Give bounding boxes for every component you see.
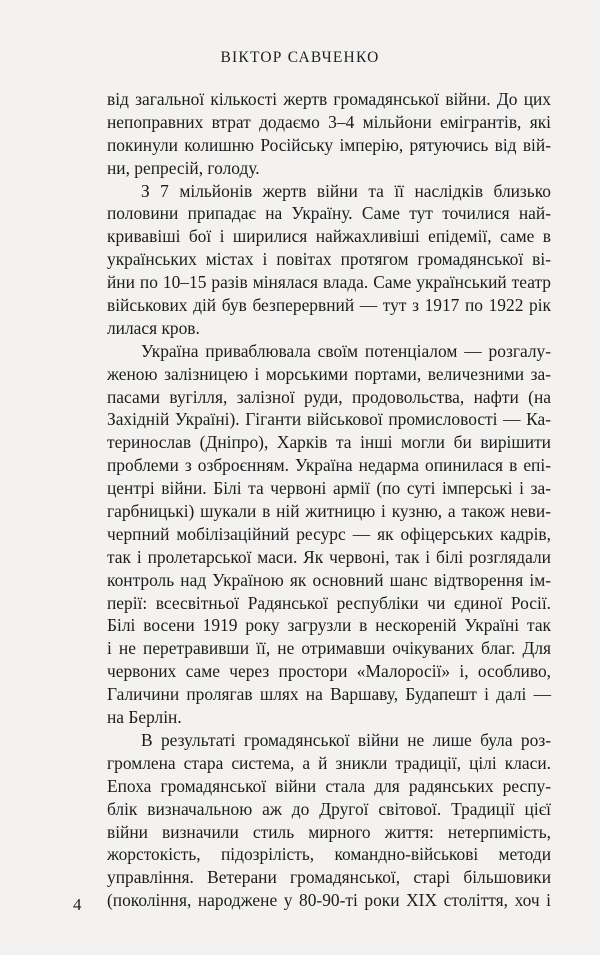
text-line: гарбницькі) шукали в ній житницю і кузню, а також неви-: [107, 501, 551, 522]
text-line: Україна приваблювала своїм потенціалом — розгалу-: [141, 340, 551, 361]
text-line: Білі восени 1919 року загрузли в нескореній Україні так: [107, 615, 551, 636]
text-line: йни по 10–15 разів мінялася влада. Саме український театр: [107, 272, 551, 293]
text-line: пасами вугілля, залізної руди, продовольства, нафти (на: [107, 386, 551, 407]
text-line: В результаті громадянської війни не лише була роз-: [141, 729, 551, 750]
text-line: ни, репресій, голоду.: [107, 157, 260, 178]
text-line: центрі війни. Білі та червоні армії (по суті імперські і за-: [107, 478, 551, 499]
page-number: 4: [73, 895, 82, 914]
text-line: контроль над Україною як основний шанс відтворення ім-: [107, 569, 551, 590]
text-line: перії: всесвітньої Радянської республіки чи єдиної Росії.: [107, 592, 551, 613]
text-line: половини припадає на Україну. Саме тут точилися най-: [107, 203, 551, 224]
text-line: черпний мобілізаційний ресурс — як офіцерських кадрів,: [107, 523, 551, 544]
text-line: лилася кров.: [107, 317, 200, 338]
text-line: кривавіші бої і ширилися найжахливіші епідемії, саме в: [107, 226, 551, 247]
text-line: так і пролетарської маси. Як червоні, так і білі розглядали: [107, 546, 551, 567]
text-line: покинули колишню Російську імперію, рятуючись від вій-: [107, 134, 551, 155]
text-line: женою залізницею і морськими портами, величезними за-: [107, 363, 551, 384]
text-line: непоправних втрат додаємо 3–4 мільйони емігрантів, які: [107, 111, 551, 132]
text-line: від загальної кількості жертв громадянської війни. До цих: [107, 89, 551, 109]
text-line: (покоління, народжене у 80-90-ті роки XIX століття, хоч і: [107, 890, 551, 911]
text-line: Епоха громадянської війни стала для радянських респу-: [107, 775, 551, 796]
text-line: управління. Ветерани громадянської, старі більшовики: [107, 867, 551, 888]
body-text: [73, 88, 551, 912]
text-line: жорстокість, підозрілість, командно-військові методи: [107, 844, 551, 865]
paragraph-3: [73, 340, 551, 729]
text-line: громлена стара система, а й зникли традиції, цілі класи.: [107, 752, 551, 773]
text-line: червоних саме через простори «Малоросії» і, особливо,: [107, 661, 551, 682]
text-line: проблеми з озброєнням. Україна недарма опинилася в епі-: [107, 455, 551, 476]
paragraph-4: [73, 729, 551, 912]
paragraph-2: [73, 180, 551, 340]
text-line: українських містах і повітах протягом громадянської ві-: [107, 249, 551, 270]
text-line: блік визначальною аж до Другої світової. Традиції цієї: [107, 798, 551, 819]
text-line: З 7 мільйонів жертв війни та її наслідків близько: [141, 180, 551, 201]
text-line: теринослав (Дніпро), Харків та інші могли би вирішити: [107, 432, 551, 453]
text-line: Західній Україні). Гіганти військової промисловості — Ка-: [107, 409, 551, 430]
text-line: і не перетравивши її, не отримавши очікуваних благ. Для: [107, 638, 551, 659]
text-line: Галичини пролягав шлях на Варшаву, Будапешт і далі —: [107, 684, 551, 705]
text-line: на Берлін.: [107, 707, 182, 728]
text-line: війни визначили стиль мирного життя: нетерпимість,: [107, 821, 551, 842]
text-line: військових дій був безперервний — тут з 1917 по 1922 рік: [107, 295, 551, 316]
running-header: ВІКТОР САВЧЕНКО: [220, 49, 380, 66]
paragraph-1: [73, 88, 551, 180]
